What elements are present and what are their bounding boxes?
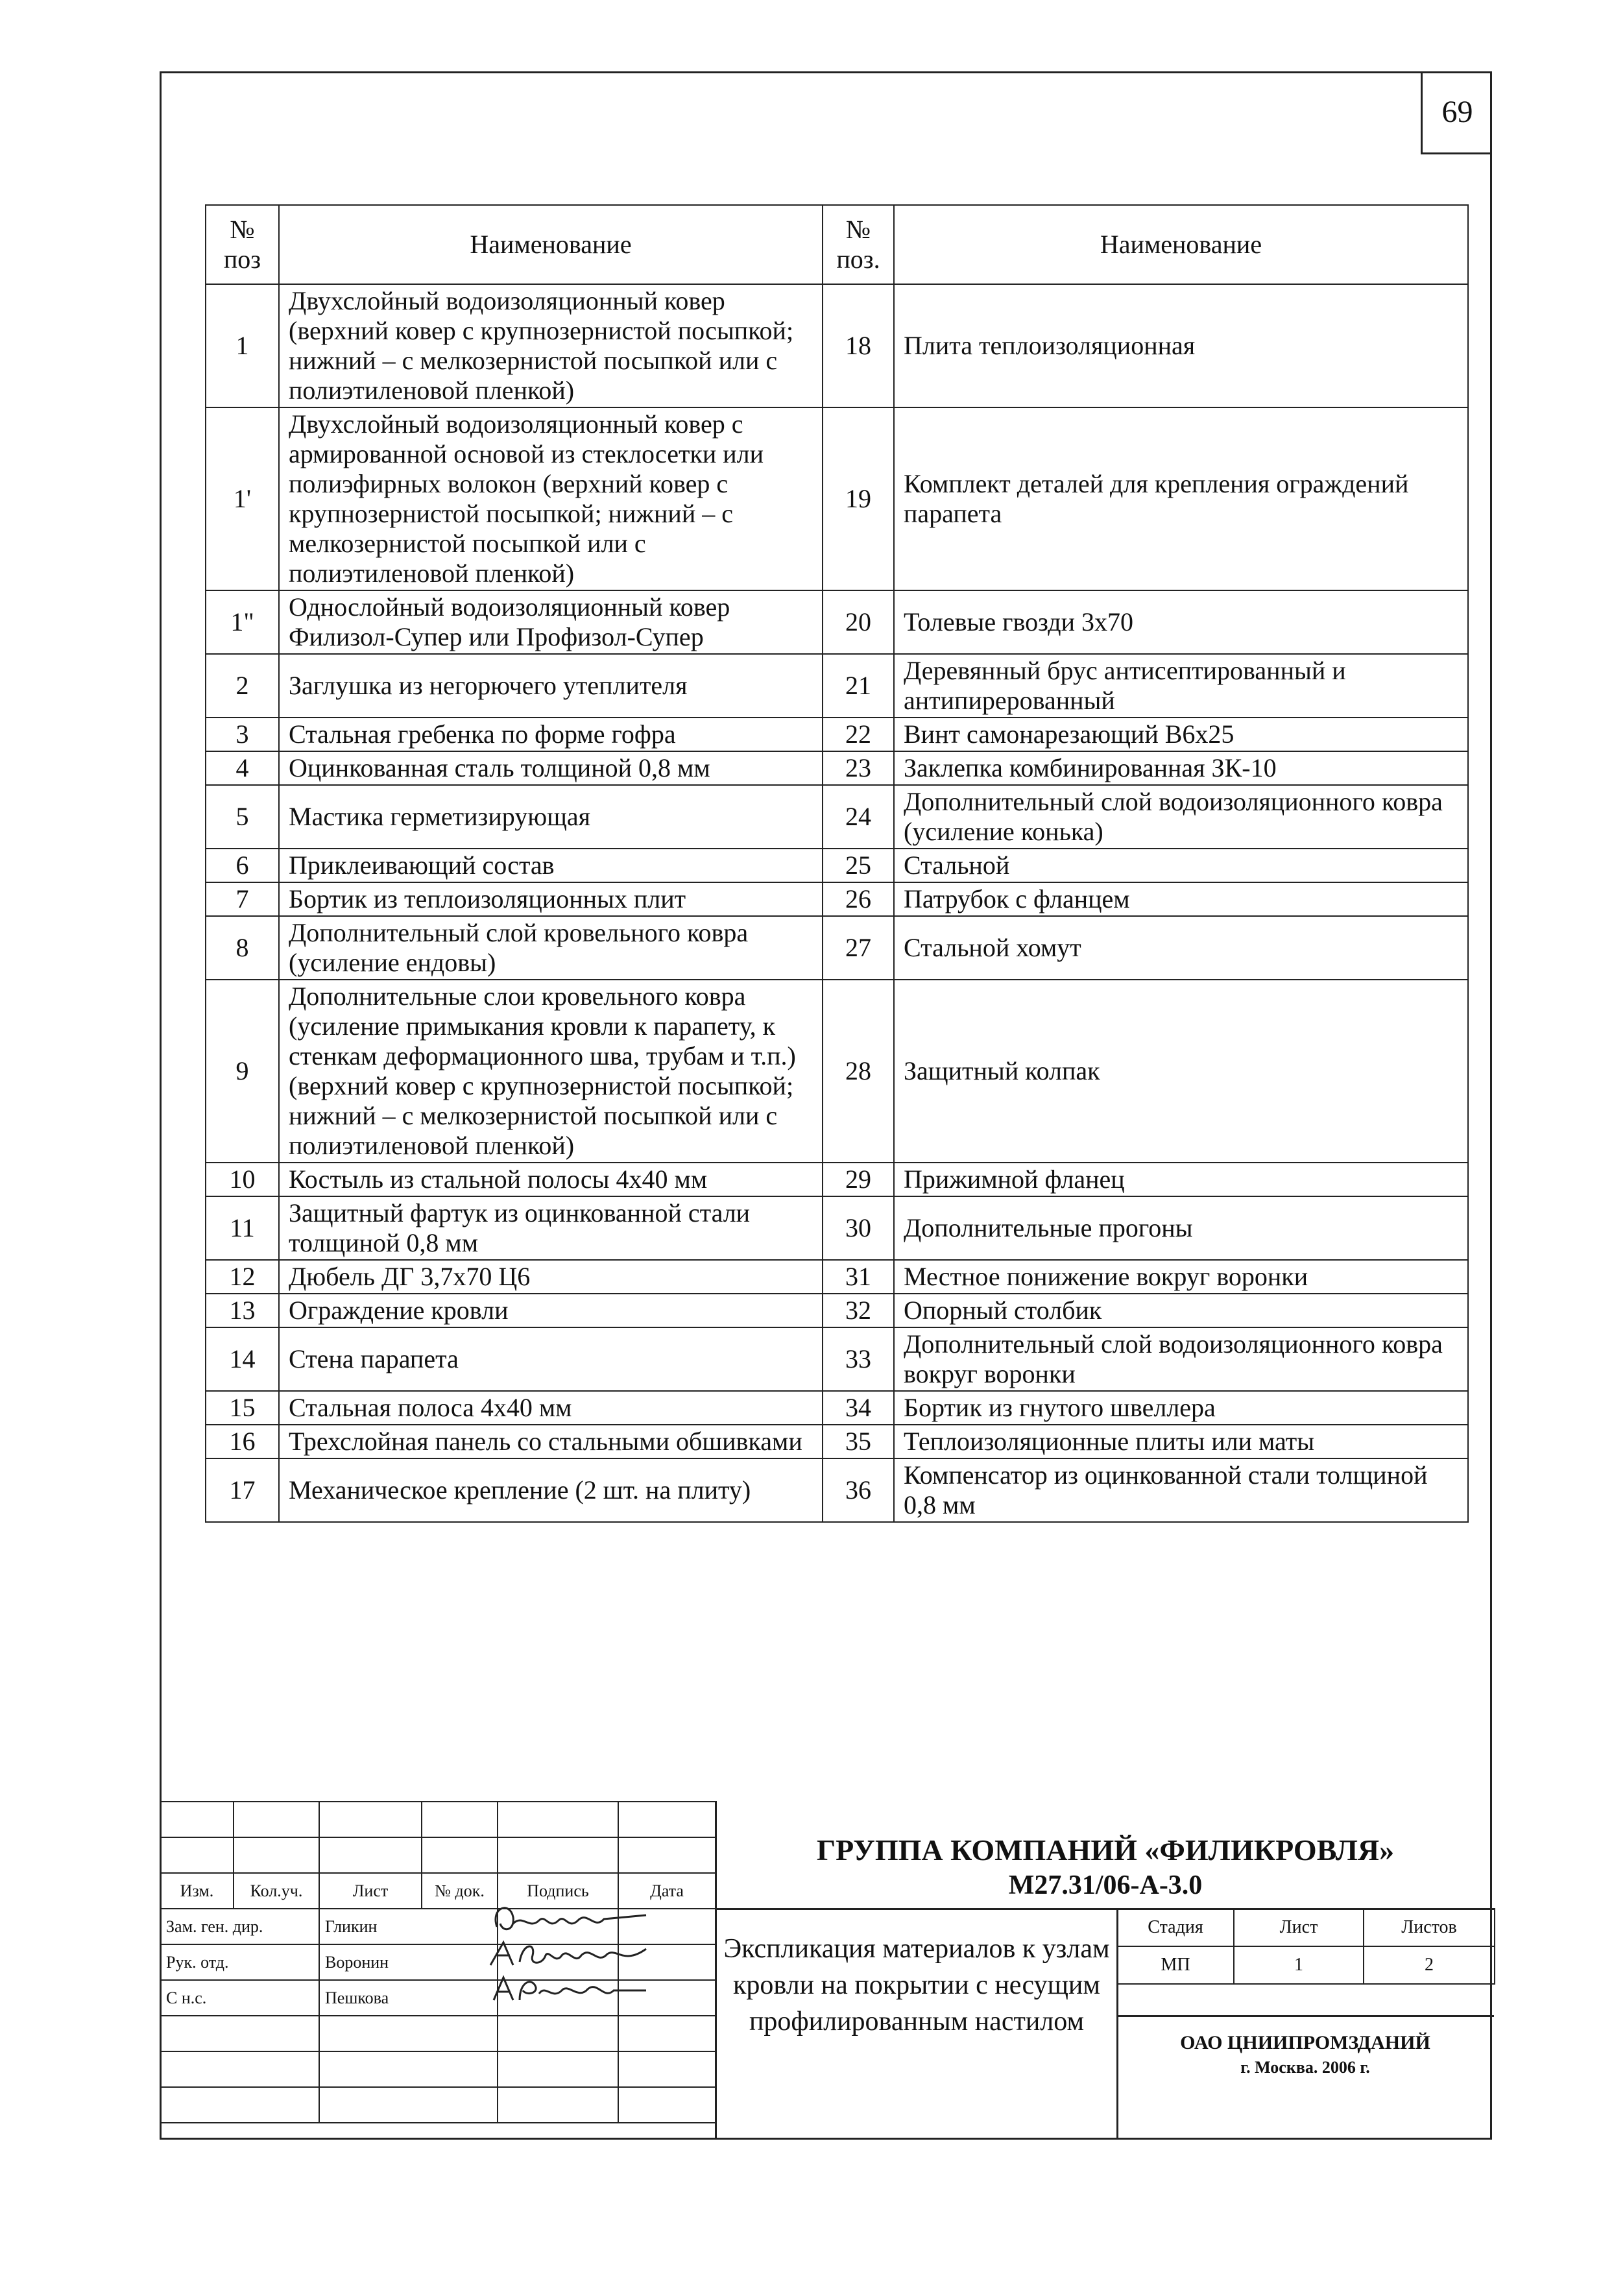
row-name-2: Комплект деталей для крепления ограждений парапета [894,407,1468,590]
table-row [206,1327,1468,1391]
materials-table [205,204,1469,1523]
row-pos: 8 [206,916,279,980]
signature-voronin [484,1936,653,1975]
row-name: Защитный фартук из оцинкованной стали толщиной 0,8 мм [279,1196,823,1260]
table-row [206,1391,1468,1425]
row-pos-2: 32 [823,1294,894,1327]
row-pos: 16 [206,1425,279,1458]
table-row [206,751,1468,785]
table-row [206,1163,1468,1196]
page-number: 69 [1421,71,1492,154]
sheets-label: Листов [1364,1909,1495,1946]
header-name: Наименование [279,205,823,284]
row-name: Дополнительный слой кровельного ковра (усиление ендовы) [279,916,823,980]
row-name-2: Местное понижение вокруг воронки [894,1260,1468,1294]
row-pos-2: 25 [823,849,894,882]
row-name: Дюбель ДГ 3,7х70 Ц6 [279,1260,823,1294]
row-name: Механическое крепление (2 шт. на плиту) [279,1458,823,1522]
row-pos-2: 28 [823,980,894,1163]
row-pos-2: 23 [823,751,894,785]
stage-label: Стадия [1117,1909,1234,1946]
table-row [206,1458,1468,1522]
row-pos: 12 [206,1260,279,1294]
row-name-2: Стальной хомут [894,916,1468,980]
col-izm: Изм. [160,1873,234,1909]
table-row [206,849,1468,882]
row-name-2: Деревянный брус антисептированный и антипирерованный [894,654,1468,718]
row-pos-2: 22 [823,718,894,751]
organization-name: ОАО ЦНИИПРОМЗДАНИЙ [1180,2032,1430,2053]
row-name: Приклеивающий состав [279,849,823,882]
table-row [206,916,1468,980]
row-name-2: Дополнительные прогоны [894,1196,1468,1260]
person-role: Рук. отд. [160,1944,319,1980]
row-pos-2: 21 [823,654,894,718]
row-pos: 14 [206,1327,279,1391]
table-row [206,785,1468,849]
document-code: М27.31/06-А-3.0 [1008,1870,1203,1900]
row-pos: 7 [206,882,279,916]
row-pos: 15 [206,1391,279,1425]
row-pos: 6 [206,849,279,882]
sheet-label: Лист [1234,1909,1364,1946]
row-name-2: Бортик из гнутого швеллера [894,1391,1468,1425]
row-name: Трехслойная панель со стальными обшивками [279,1425,823,1458]
header-pos-2: № поз. [823,205,894,284]
row-name-2: Толевые гвозди 3х70 [894,590,1468,654]
col-kol: Кол.уч. [234,1873,319,1909]
row-pos-2: 19 [823,407,894,590]
row-pos-2: 26 [823,882,894,916]
row-name: Ограждение кровли [279,1294,823,1327]
row-pos-2: 29 [823,1163,894,1196]
row-pos: 4 [206,751,279,785]
row-pos: 1" [206,590,279,654]
signature-peshkova [484,1971,653,2010]
row-name: Оцинкованная сталь толщиной 0,8 мм [279,751,823,785]
row-name: Мастика герметизирующая [279,785,823,849]
table-header-row [206,205,1468,284]
row-pos: 1' [206,407,279,590]
row-pos-2: 20 [823,590,894,654]
title-block [160,1801,1492,2140]
row-name-2: Компенсатор из оцинкованной стали толщиной 0,8 мм [894,1458,1468,1522]
header-name-2: Наименование [894,205,1468,284]
row-pos: 3 [206,718,279,751]
row-pos: 9 [206,980,279,1163]
person-name: Гликин [319,1909,498,1944]
row-pos-2: 34 [823,1391,894,1425]
company-name: ГРУППА КОМПАНИЙ «ФИЛИКРОВЛЯ» [816,1833,1395,1867]
row-pos-2: 31 [823,1260,894,1294]
row-name: Стена парапета [279,1327,823,1391]
row-pos-2: 27 [823,916,894,980]
row-name: Заглушка из негорючего утеплителя [279,654,823,718]
person-name: Воронин [319,1944,498,1980]
city-year: г. Москва. 2006 г. [1240,2058,1370,2077]
table-row [206,1196,1468,1260]
table-row [206,882,1468,916]
title-block-right [715,1801,1492,2140]
person-role: С н.с. [160,1980,319,2016]
row-name: Стальная полоса 4х40 мм [279,1391,823,1425]
row-pos: 13 [206,1294,279,1327]
row-name: Стальная гребенка по форме гофра [279,718,823,751]
row-name-2: Дополнительный слой водоизоляционного ковра вокруг воронки [894,1327,1468,1391]
col-sign: Подпись [498,1873,618,1909]
person-name: Пешкова [319,1980,498,2016]
row-name: Дополнительные слои кровельного ковра (усиление примыкания кровли к парапету, к стенкам деформационного шва, трубам и т.п.) (верхний ковер с крупнозернистой посыпкой; нижний – с мелкозернистой посыпкой или с полиэтиленовой пленкой) [279,980,823,1163]
row-name-2: Прижимной фланец [894,1163,1468,1196]
row-name-2: Плита теплоизоляционная [894,284,1468,407]
row-pos-2: 35 [823,1425,894,1458]
row-name: Двухслойный водоизоляционный ковер (верхний ковер с крупнозернистой посыпкой; нижний – с мелкозернистой посыпкой или с полиэтиленовой пленкой) [279,284,823,407]
col-date: Дата [618,1873,716,1909]
row-pos: 5 [206,785,279,849]
table-row [206,590,1468,654]
table-row [206,407,1468,590]
row-pos-2: 24 [823,785,894,849]
table-body [206,284,1468,1522]
sheets-value: 2 [1364,1946,1495,1984]
sheet-value: 1 [1234,1946,1364,1984]
table-row [206,1294,1468,1327]
person-role: Зам. ген. дир. [160,1909,319,1944]
table-row [206,718,1468,751]
row-name-2: Теплоизоляционные плиты или маты [894,1425,1468,1458]
signature-glikin [484,1901,653,1940]
row-name-2: Защитный колпак [894,980,1468,1163]
row-pos-2: 33 [823,1327,894,1391]
table-row [206,980,1468,1163]
document-title: Экспликация материалов к узлам кровли на покрытии с несущим профилированным настилом [723,1934,1110,2036]
row-name-2: Дополнительный слой водоизоляционного ковра (усиление конька) [894,785,1468,849]
row-pos: 1 [206,284,279,407]
row-name: Бортик из теплоизоляционных плит [279,882,823,916]
row-name-2: Заклепка комбинированная ЗК-10 [894,751,1468,785]
row-pos-2: 18 [823,284,894,407]
col-doc: № док. [422,1873,498,1909]
row-pos-2: 36 [823,1458,894,1522]
col-list: Лист [319,1873,422,1909]
stage-value: МП [1117,1946,1234,1984]
row-name-2: Опорный столбик [894,1294,1468,1327]
row-pos: 2 [206,654,279,718]
row-name-2: Патрубок с фланцем [894,882,1468,916]
row-name: Двухслойный водоизоляционный ковер с армированной основой из стеклосетки или полиэфирных волокон (верхний ковер с крупнозернистой посыпкой; нижний – с мелкозернистой посыпкой или с полиэтиленовой пленкой) [279,407,823,590]
row-pos: 10 [206,1163,279,1196]
row-name-2: Стальной [894,849,1468,882]
row-name-2: Винт самонарезающий В6х25 [894,718,1468,751]
table-row [206,284,1468,407]
row-pos: 11 [206,1196,279,1260]
table-row [206,654,1468,718]
row-name: Однослойный водоизоляционный ковер Филизол-Супер или Профизол-Супер [279,590,823,654]
table-row [206,1425,1468,1458]
stage-table [1116,1908,1495,1985]
organization [1116,2015,1494,2080]
row-pos-2: 30 [823,1196,894,1260]
row-name: Костыль из стальной полосы 4х40 мм [279,1163,823,1196]
table-row [206,1260,1468,1294]
row-pos: 17 [206,1458,279,1522]
header-pos: № поз [206,205,279,284]
